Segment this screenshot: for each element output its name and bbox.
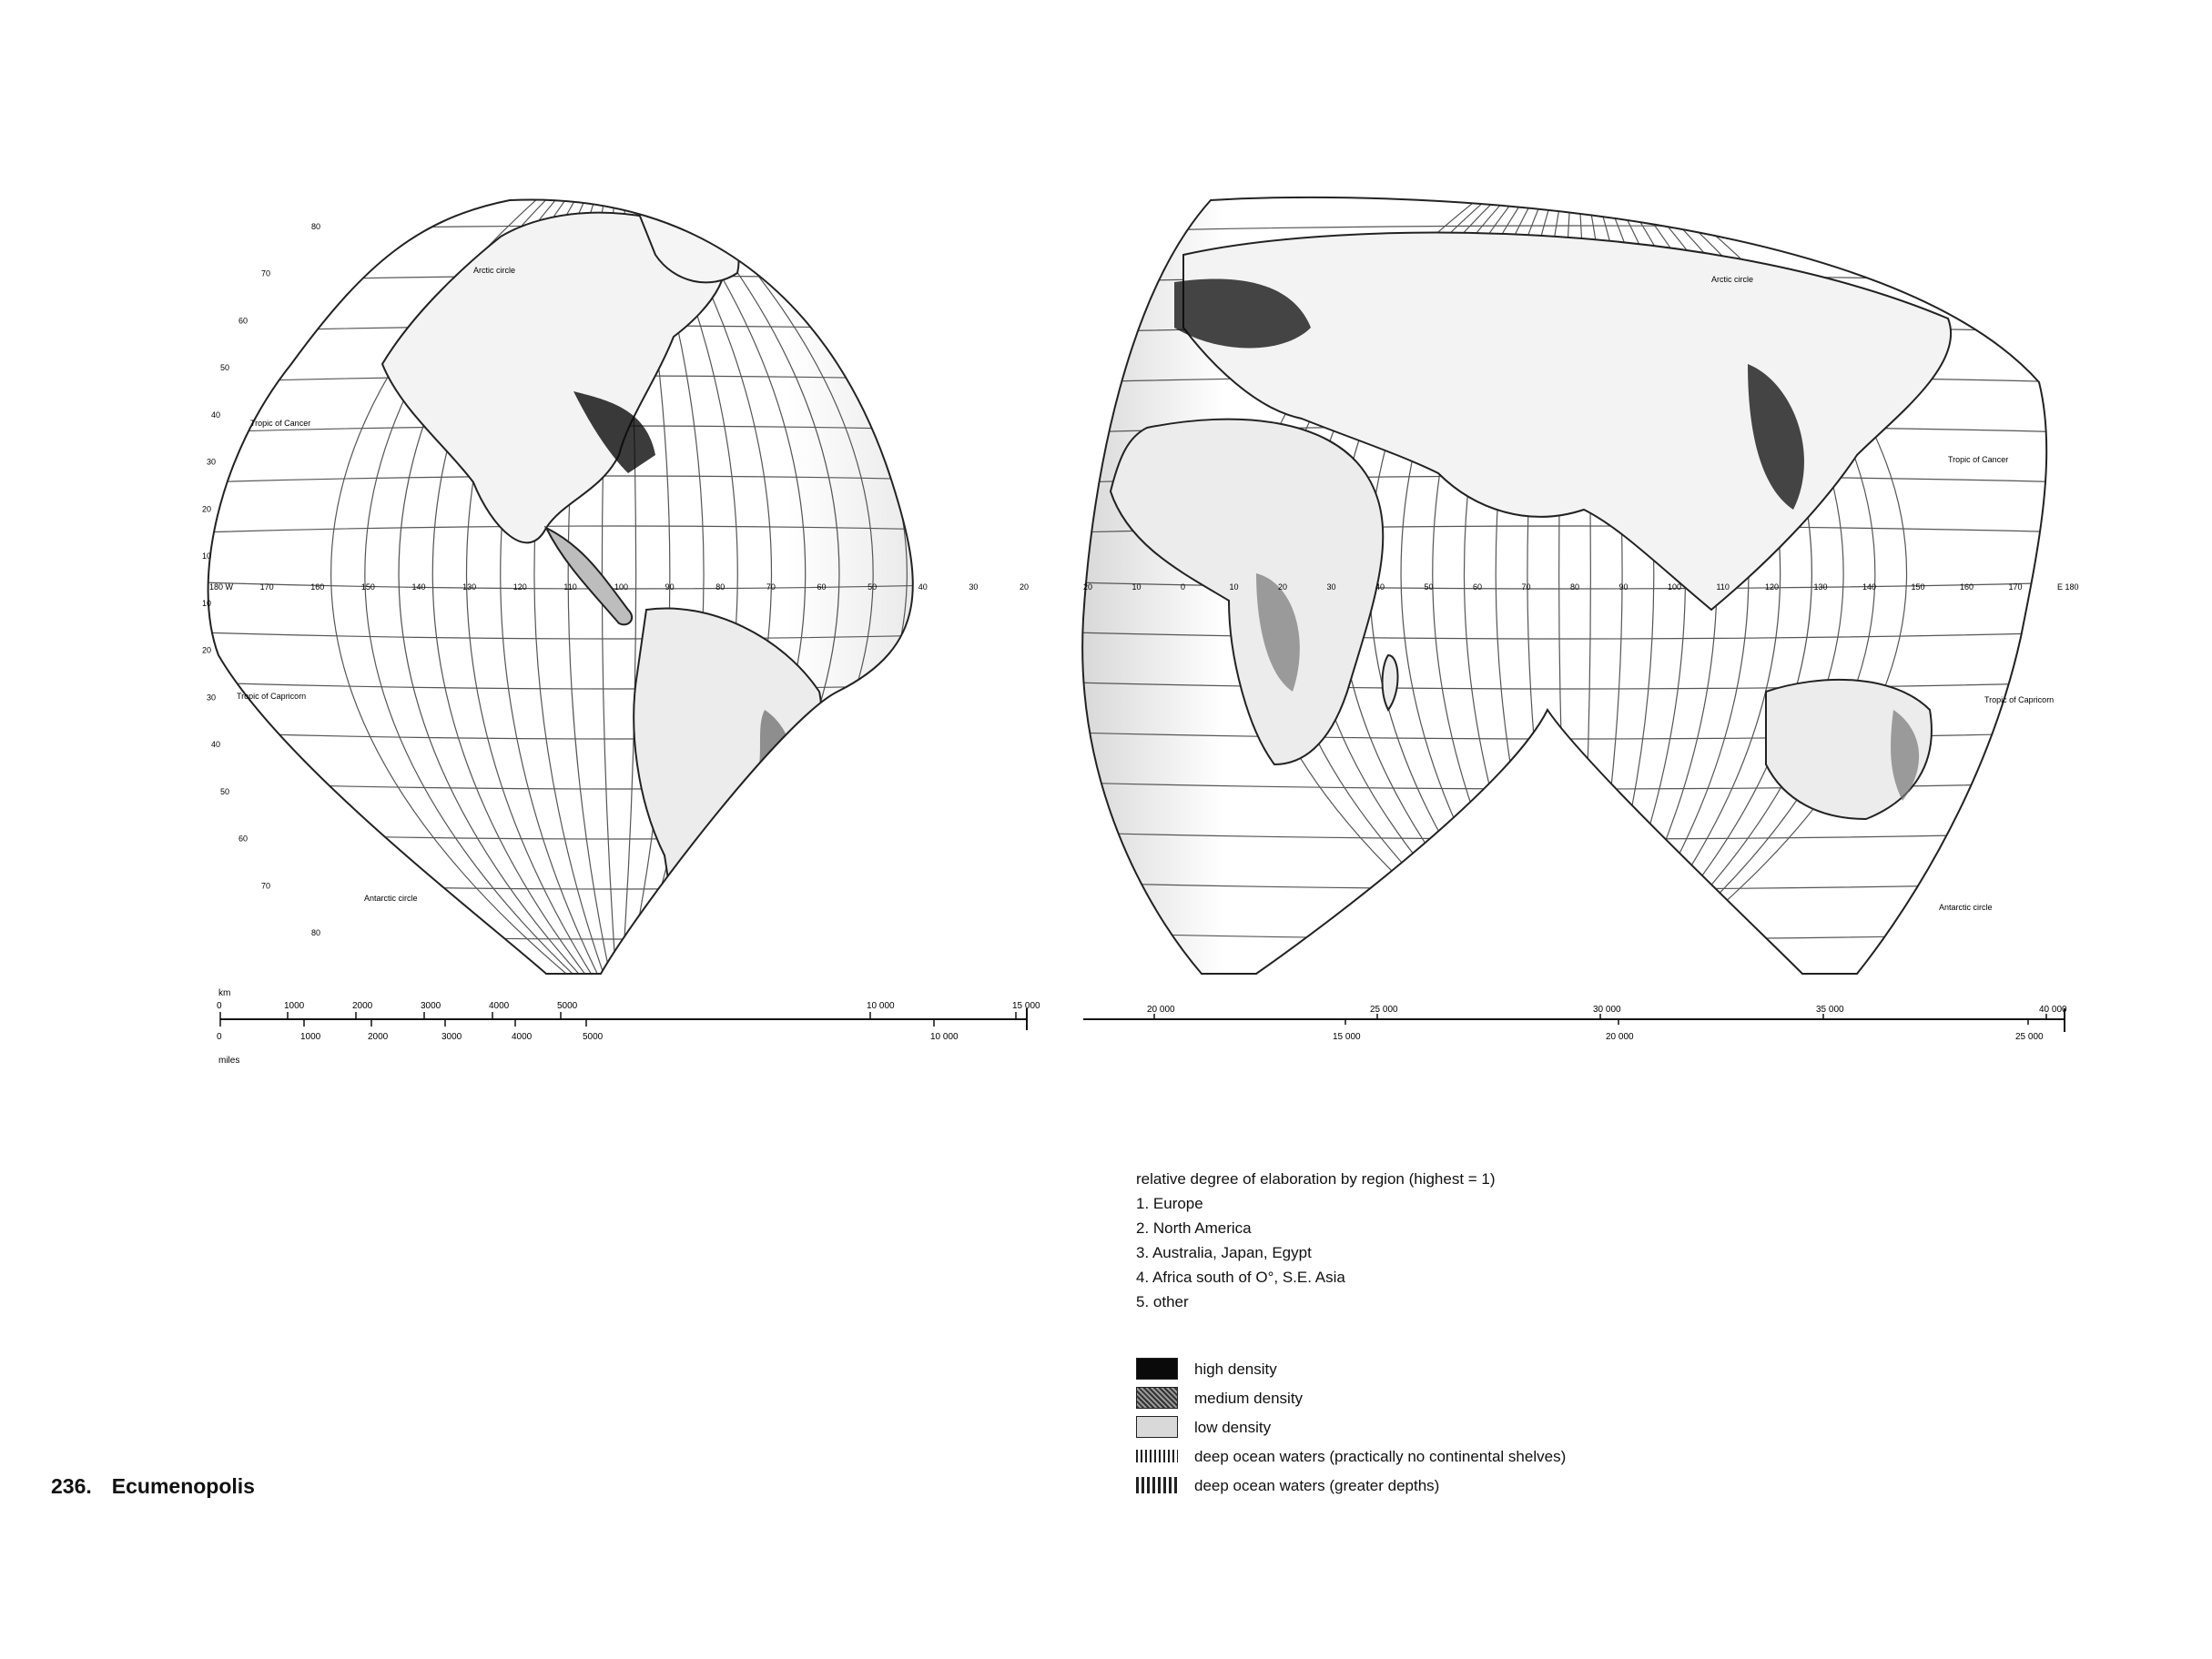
mile-right-tick-label: 25 000 — [2015, 1032, 2044, 1042]
km-tick-label: 10 000 — [867, 1001, 895, 1011]
km-tick-label: 15 000 — [1012, 1001, 1040, 1011]
page-caption — [51, 1474, 275, 1499]
right-longitude-label: 100 — [1668, 582, 1682, 592]
medium-density-label: medium density — [1194, 1389, 1304, 1407]
left-longitude-label: 80 — [715, 582, 725, 592]
left-longitude-label: 100 — [614, 582, 629, 592]
map-left-svg — [200, 182, 1038, 983]
left-longitude-label: 40 — [918, 582, 928, 592]
south-america-land — [634, 608, 821, 965]
density-legend — [1136, 1354, 1773, 1500]
high-density-label: high density — [1194, 1360, 1277, 1378]
km-tick-label: 2000 — [352, 1001, 373, 1011]
region-item: 2. North America — [1136, 1219, 1252, 1237]
right-arctic-circle-label: Arctic circle — [1711, 275, 1754, 284]
left-latitude-label: 10 — [202, 598, 212, 608]
medium-density-swatch — [1136, 1387, 1178, 1409]
right-antarctic-circle-label: Antarctic circle — [1939, 903, 1993, 912]
left-longitude-label: 20 — [1020, 582, 1030, 592]
page-number: 236. — [51, 1474, 92, 1498]
left-longitude-label: 120 — [512, 582, 527, 592]
right-longitude-label: 130 — [1813, 582, 1828, 592]
scale-left-svg — [215, 981, 1040, 1072]
left-longitude-label: 30 — [969, 582, 979, 592]
km-right-tick-label: 25 000 — [1370, 1005, 1398, 1015]
mile-right-tick-label: 20 000 — [1606, 1032, 1634, 1042]
left-latitude-label: 40 — [211, 410, 221, 420]
left-latitude-label: 80 — [311, 221, 321, 231]
deep-ocean-shelves-swatch — [1136, 1450, 1178, 1462]
left-longitude-label: 60 — [817, 582, 827, 592]
low-density-swatch — [1136, 1416, 1178, 1438]
deep-ocean-depths-label: deep ocean waters (greater depths) — [1194, 1476, 1440, 1494]
mile-tick-label: 5000 — [583, 1032, 604, 1042]
left-longitude-label: 110 — [563, 582, 577, 592]
right-longitude-label: 160 — [1960, 582, 1974, 592]
left-latitude-label: 80 — [311, 928, 321, 938]
left-latitude-label: 20 — [202, 645, 212, 655]
scale-miles-label: miles — [218, 1056, 240, 1066]
region-list — [1136, 1191, 1773, 1314]
right-longitude-label: 20 — [1278, 582, 1288, 592]
left-longitude-label: 160 — [310, 582, 325, 592]
mile-tick-label: 2000 — [368, 1032, 389, 1042]
km-tick-label: 5000 — [557, 1001, 578, 1011]
legend-row-ocean-depths — [1136, 1471, 1773, 1500]
page-title: Ecumenopolis — [111, 1474, 255, 1498]
region-item: 4. Africa south of O°, S.E. Asia — [1136, 1269, 1345, 1286]
left-arctic-circle-label: Arctic circle — [473, 266, 516, 275]
region-item: 1. Europe — [1136, 1195, 1203, 1212]
scale-right-svg — [1081, 999, 2083, 1054]
legend-row-medium — [1136, 1383, 1773, 1412]
left-latitude-label: 20 — [202, 504, 212, 514]
region-item: 3. Australia, Japan, Egypt — [1136, 1244, 1312, 1261]
left-latitude-label: 70 — [261, 268, 271, 278]
left-latitude-label: 10 — [202, 551, 212, 561]
right-longitude-label: 30 — [1326, 582, 1336, 592]
right-longitude-label: 40 — [1375, 582, 1385, 592]
km-tick-label: 1000 — [284, 1001, 305, 1011]
mile-tick-label: 4000 — [512, 1032, 533, 1042]
right-tropic-cancer-label: Tropic of Cancer — [1948, 455, 2009, 464]
left-antarctic-circle-label: Antarctic circle — [364, 894, 418, 903]
km-tick-label: 4000 — [489, 1001, 510, 1011]
right-longitude-label: 60 — [1473, 582, 1483, 592]
legend — [1136, 1167, 1773, 1500]
map-right-lobe — [1074, 182, 2079, 983]
left-longitude-label: 170 — [259, 582, 274, 592]
legend-heading: relative degree of elaboration by region (highest = 1) — [1136, 1170, 1496, 1188]
left-latitude-label: 30 — [207, 457, 217, 467]
left-longitude-label: 90 — [665, 582, 675, 592]
mile-tick-label: 10 000 — [930, 1032, 959, 1042]
right-longitude-label: 10 — [1131, 582, 1142, 592]
scale-bar-left — [215, 981, 1040, 1072]
left-latitude-label: 60 — [238, 834, 249, 844]
km-right-tick-label: 35 000 — [1816, 1005, 1844, 1015]
right-longitude-label: 170 — [2008, 582, 2023, 592]
left-longitude-label: 150 — [360, 582, 375, 592]
right-longitude-label: 110 — [1716, 582, 1730, 592]
map-left-lobe — [200, 182, 1038, 983]
low-density-label: low density — [1194, 1418, 1272, 1436]
left-tropic-cancer-label: Tropic of Cancer — [250, 419, 311, 428]
scale-km-label: km — [218, 988, 231, 998]
mile-right-tick-label: 15 000 — [1333, 1032, 1361, 1042]
left-longitude-label: 70 — [766, 582, 776, 592]
right-longitude-label: 150 — [1911, 582, 1925, 592]
left-latitude-label: 40 — [211, 740, 221, 750]
left-tropic-capricorn-label: Tropic of Capricorn — [237, 692, 307, 701]
left-longitude-label: 50 — [868, 582, 878, 592]
km-right-tick-label: 40 000 — [2039, 1005, 2067, 1015]
right-longitude-label: 140 — [1862, 582, 1877, 592]
left-latitude-label: 60 — [238, 316, 249, 326]
left-latitude-label: 70 — [261, 881, 271, 891]
left-longitude-label: 180 W — [209, 582, 234, 592]
right-tropic-capricorn-label: Tropic of Capricorn — [1984, 695, 2055, 704]
right-longitude-label: 10 — [1229, 582, 1239, 592]
deep-ocean-depths-swatch — [1136, 1477, 1178, 1493]
km-tick-label: 3000 — [421, 1001, 441, 1011]
left-latitude-label: 50 — [220, 363, 230, 373]
legend-row-high — [1136, 1354, 1773, 1383]
right-longitude-label: 20 — [1083, 582, 1093, 592]
mile-tick-label: 3000 — [441, 1032, 462, 1042]
km-right-tick-label: 30 000 — [1593, 1005, 1621, 1015]
deep-ocean-shelves-label: deep ocean waters (practically no continental shelves) — [1194, 1447, 1567, 1465]
right-longitude-label: 80 — [1570, 582, 1580, 592]
right-longitude-label: E 180 — [2057, 582, 2079, 592]
mile-tick-label: 0 — [217, 1032, 222, 1042]
region-item: 5. other — [1136, 1293, 1189, 1310]
right-longitude-label: 120 — [1765, 582, 1780, 592]
map-right-svg — [1074, 182, 2079, 983]
right-longitude-label: 0 — [1181, 582, 1186, 592]
left-latitude-label: 30 — [207, 693, 217, 703]
left-longitude-label: 130 — [462, 582, 477, 592]
left-longitude-label: 140 — [411, 582, 426, 592]
right-longitude-label: 90 — [1618, 582, 1629, 592]
right-longitude-label: 50 — [1424, 582, 1434, 592]
right-longitude-label: 70 — [1521, 582, 1531, 592]
scale-bar-right — [1081, 999, 2083, 1054]
high-density-swatch — [1136, 1358, 1178, 1380]
km-right-tick-label: 20 000 — [1147, 1005, 1175, 1015]
legend-row-ocean-shelves — [1136, 1442, 1773, 1471]
km-tick-label: 0 — [217, 1001, 222, 1011]
left-latitude-label: 50 — [220, 786, 230, 796]
mile-tick-label: 1000 — [300, 1032, 321, 1042]
legend-row-low — [1136, 1412, 1773, 1442]
